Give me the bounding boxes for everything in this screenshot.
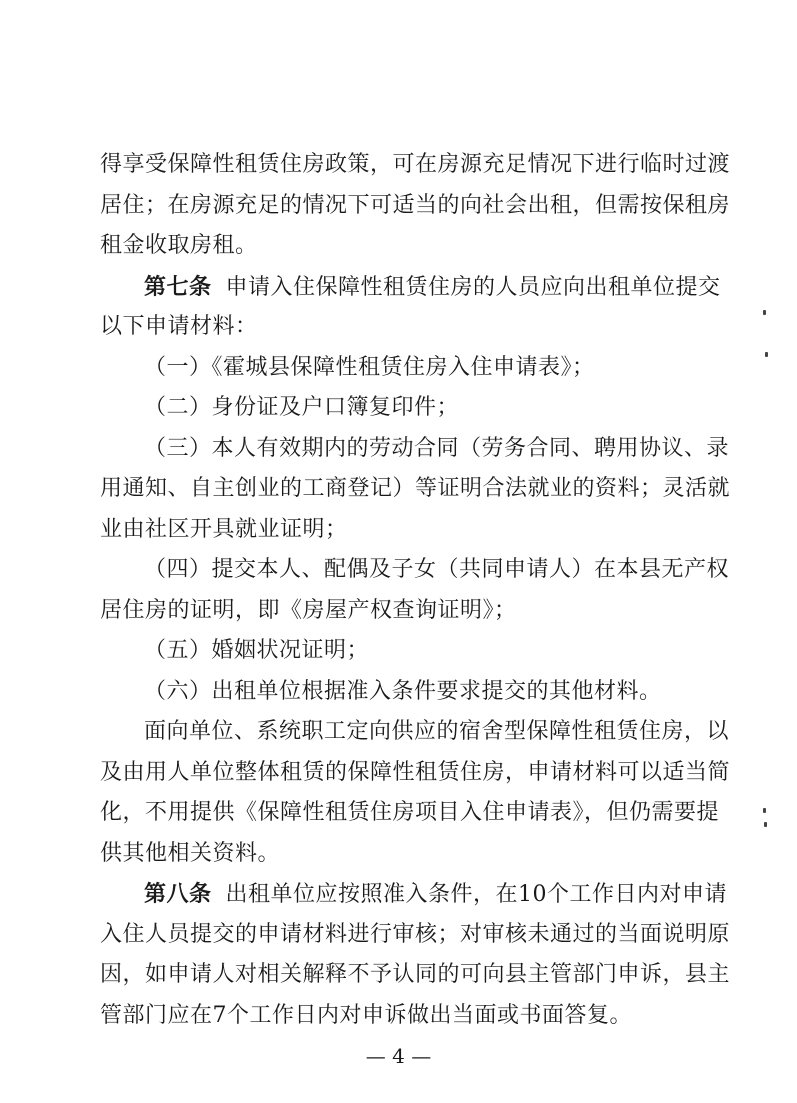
- text-line: 及由用人单位整体租赁的保障性租赁住房，申请材料可以适当简: [100, 759, 731, 785]
- article-7-text: 申请入住保障性租赁住房的人员应向出租单位提交: [225, 274, 721, 300]
- text-line: 业由社区开具就业证明；: [100, 516, 348, 542]
- list-item: （三）本人有效期内的劳动合同（劳务合同、聘用协议、录: [144, 435, 730, 461]
- paragraph-line: 面向单位、系统职工定向供应的宿舍型保障性租赁住房，以: [144, 719, 730, 744]
- article-7-first-line: [144, 272, 721, 303]
- text-line: 租金收取房租。: [100, 233, 258, 258]
- list-item: （二）身份证及户口簿复印件；: [144, 395, 460, 420]
- text-line: 用通知、自主创业的工商登记）等证明合法就业的资料；灵活就: [100, 476, 731, 501]
- text-line: 供其他相关资料。: [100, 840, 281, 866]
- article-7-label: 第七条: [144, 273, 212, 300]
- list-item: （一）《霍城县保障性租赁住房入住申请表》；: [144, 354, 595, 380]
- text-line: 居住；在房源充足的情况下可适当的向社会出租，但需按保租房: [100, 192, 731, 218]
- text-line: 管部门应在7个工作日内对申诉做出当面或书面答复。: [100, 1002, 632, 1028]
- text-line: 化，不用提供《保障性租赁住房项目入住申请表》，但仍需要提: [100, 800, 720, 825]
- list-item: （五）婚姻状况证明；: [144, 638, 370, 663]
- list-item: （六）出租单位根据准入条件要求提交的其他材料。: [144, 678, 662, 704]
- article-8-text: 出租单位应按照准入条件，在10个工作日内对申请: [225, 882, 728, 907]
- scan-speck: [765, 352, 768, 357]
- text-line: 得享受保障性租赁住房政策，可在房源充足情况下进行临时过渡: [100, 152, 731, 177]
- scan-speck: [763, 310, 766, 315]
- article-8-first-line: [144, 879, 728, 910]
- text-line: 以下申请材料：: [100, 314, 258, 339]
- text-line: 因，如申请人对相关解释不予认同的可向县主管部门申诉，县主: [100, 962, 731, 987]
- page-number: — 4 —: [365, 1044, 432, 1068]
- text-line: 入住人员提交的申请材料进行审核；对审核未通过的当面说明原: [100, 921, 731, 947]
- article-8-label: 第八条: [144, 881, 212, 907]
- scan-speck: [764, 822, 767, 827]
- text-line: 居住房的证明，即《房屋产权查询证明》；: [100, 597, 517, 623]
- list-item: （四）提交本人、配偶及子女（共同申请人）在本县无产权: [144, 557, 730, 582]
- scan-speck: [763, 808, 766, 813]
